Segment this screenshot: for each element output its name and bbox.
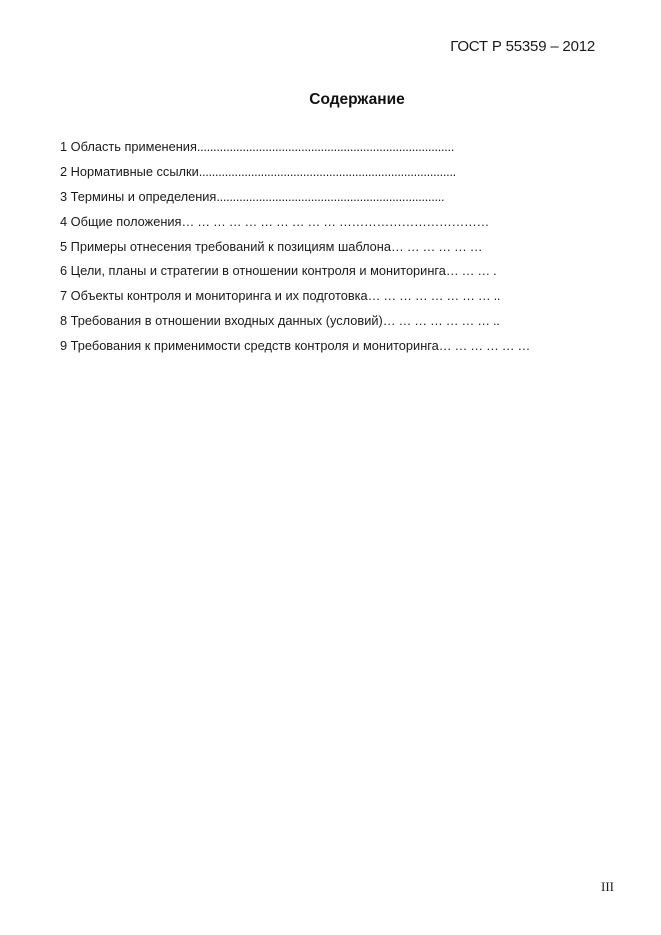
toc-item (60, 239, 530, 264)
toc-item-leader: … … … … … … (438, 338, 531, 354)
toc-item-label: 7 Объекты контроля и мониторинга и их подготовка (60, 288, 368, 304)
toc-item-leader: ...................................................................... (216, 188, 445, 204)
toc-item-leader: … … … . (445, 263, 497, 279)
toc-item (60, 288, 530, 313)
toc-list (60, 139, 530, 363)
toc-item-label: 2 Нормативные ссылки (60, 163, 199, 179)
toc-item-leader: … … … … … … (391, 238, 483, 254)
toc-item-leader: ............................................................................... (198, 163, 456, 179)
toc-item-leader: … … … … … … … … .. (367, 288, 501, 304)
toc-item (60, 338, 530, 363)
toc-item-label: 3 Термины и определения (60, 188, 217, 204)
toc-item-label: 5 Примеры отнесения требований к позициям шаблона (60, 238, 391, 254)
page-number: III (601, 879, 614, 894)
toc-item (60, 313, 530, 338)
toc-item-leader: … … … … … … … .. (382, 313, 500, 329)
toc-item-label: 9 Требования к применимости средств контроля и мониторинга (60, 338, 439, 354)
toc-item-leader: ............................................................................... (196, 139, 455, 154)
toc-item-label: 8 Требования в отношении входных данных (условий) (60, 313, 383, 329)
toc-item-leader: … … … … … … … … … … ……………………………… (181, 213, 489, 229)
toc-item-label: 4 Общие положения (60, 213, 182, 229)
toc-item-label: 6 Цели, планы и стратегии в отношении контроля и мониторинга (60, 263, 446, 279)
toc-item (60, 189, 530, 214)
toc-item (60, 139, 530, 164)
document-code: ГОСТ Р 55359 – 2012 (450, 38, 595, 55)
toc-title: Содержание (309, 91, 405, 108)
toc-item (60, 263, 530, 288)
toc-item (60, 164, 530, 189)
toc-item-label: 1 Область применения (60, 139, 197, 154)
toc-item (60, 214, 530, 239)
